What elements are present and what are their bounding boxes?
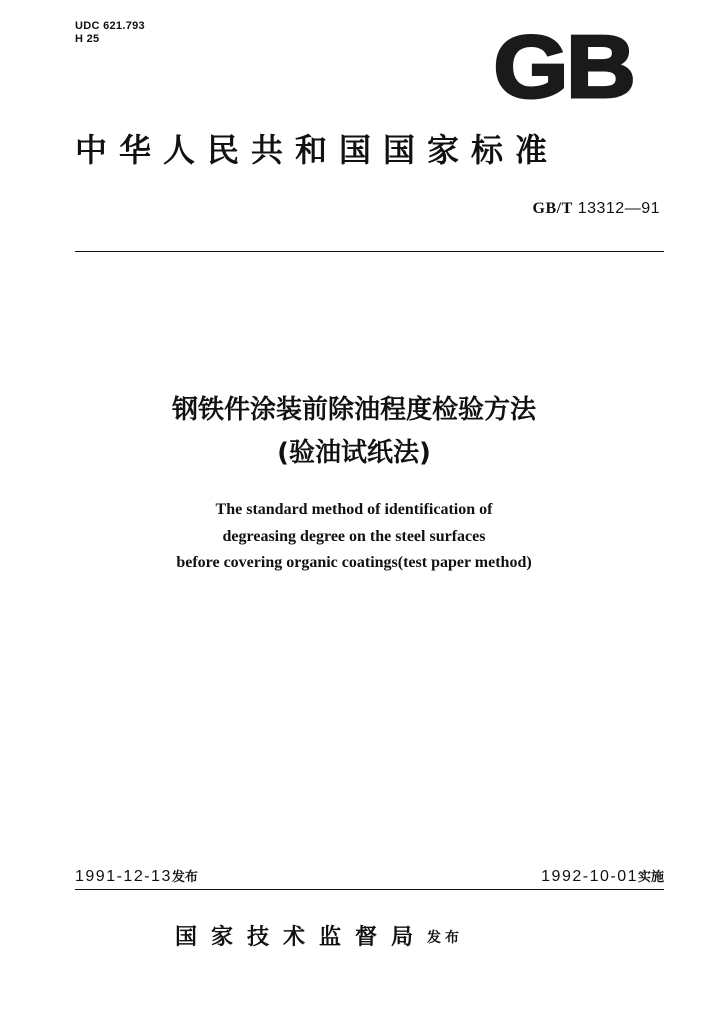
title-en-line-1: The standard method of identification of [215, 501, 493, 518]
standard-number-value: 13312—91 [577, 200, 660, 217]
footer-divider [75, 889, 664, 890]
title-cn-line-1: 钢铁件涂装前除油程度检验方法 [171, 395, 536, 425]
header-divider [75, 251, 664, 252]
publisher-name: 国家技术监督局 [175, 924, 428, 950]
gb-logo-text: GB [493, 29, 634, 103]
implementation-date-label: 实施 [637, 870, 664, 885]
udc-code: UDC 621.793 [75, 20, 145, 32]
issue-date-label: 发布 [171, 870, 198, 885]
title-cn-line-2: (验油试纸法) [277, 438, 431, 468]
implementation-date [541, 866, 664, 886]
publisher [175, 921, 463, 954]
title-en-line-2: degreasing degree on the steel surfaces [222, 528, 486, 545]
publisher-action: 发布 [427, 930, 464, 946]
standard-number-prefix: GB/T [532, 200, 573, 217]
standard-number [480, 200, 660, 218]
national-standard-title: 中华人民共和国国家标准 [75, 131, 560, 169]
implementation-date-value: 1992-10-01 [541, 868, 638, 885]
issue-date [75, 866, 198, 886]
title-en-line-3: before covering organic coatings(test paper method) [176, 554, 532, 571]
classification-codes [75, 20, 145, 46]
gb-logo [491, 29, 636, 103]
issue-date-value: 1991-12-13 [75, 868, 172, 885]
class-code: H 25 [75, 33, 100, 45]
